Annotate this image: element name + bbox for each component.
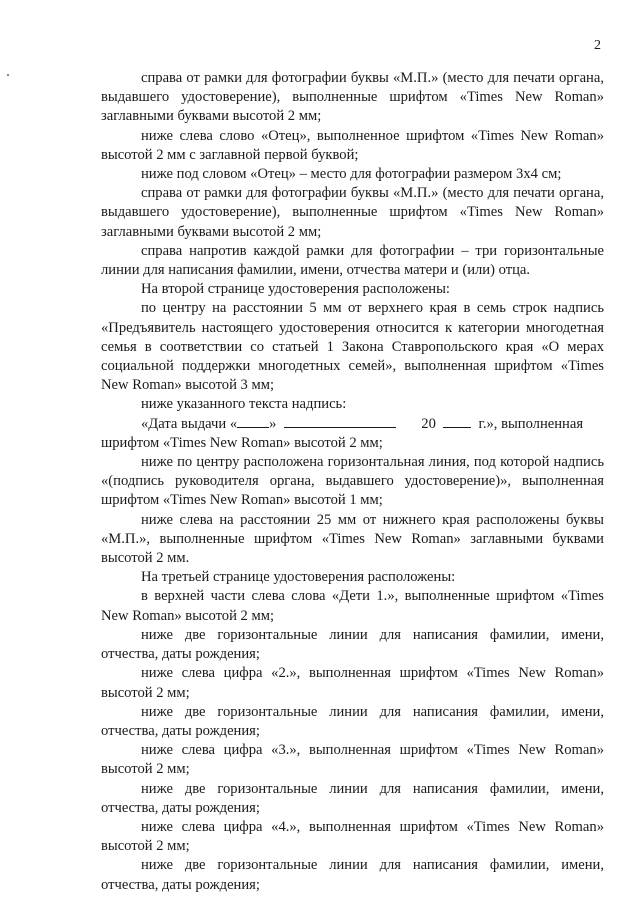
paragraph: ниже слева цифра «4.», выполненная шрифтом «Times New Roman» высотой 2 мм; (101, 818, 604, 855)
page-number: 2 (594, 38, 601, 53)
date-of-issue-line (101, 415, 604, 453)
paragraph: ниже слева слово «Отец», выполненное шрифтом «Times New Roman» высотой 2 мм с заглавной первой буквой; (101, 127, 604, 163)
section-heading-third-page: На третьей странице удостоверения расположены: (141, 569, 456, 586)
paragraph: ниже две горизонтальные линии для написания фамилии, имени, отчества, даты рождения; (101, 703, 604, 739)
paragraph: ниже слева цифра «3.», выполненная шрифтом «Times New Roman» высотой 2 мм; (101, 742, 604, 778)
scan-edge-mark (7, 74, 9, 76)
paragraph: ниже две горизонтальные линии для написания фамилии, имени, отчества, даты рождения; (101, 857, 604, 893)
paragraph: по центру на расстоянии 5 мм от верхнего края в семь строк надпись «Предъявитель настоящего удостоверения относится к категории многодетная семья в соответствии со статьей 1 Закона Ставропольского края «О мерах социальной поддержки многодетных семей», выполненная шрифтом «Times New Roman» высотой 3 мм; (101, 300, 604, 394)
paragraph: ниже две горизонтальные линии для написания фамилии, имени, отчества, даты рождения; (101, 780, 604, 816)
date-line-continuation: шрифтом «Times New Roman» высотой 2 мм; (101, 434, 383, 451)
date-tail-text: г.», выполненная (478, 415, 584, 432)
date-open-text: «Дата выдачи « (141, 415, 238, 432)
paragraph: ниже по центру расположена горизонтальная линия, под которой надпись «(подпись руководителя органа, выдавшего удостоверение)», выполненная шрифтом «Times New Roman» высотой 1 мм; (101, 454, 604, 509)
paragraph: справа от рамки для фотографии буквы «М.П.» (место для печати органа, выдавшего удостоверение), выполненные шрифтом «Times New Roman» заглавными буквами высотой 2 мм; (101, 185, 604, 240)
paragraph: справа напротив каждой рамки для фотографии – три горизонтальные линии для написания фамилии, имени, отчества матери и (или) отца. (101, 242, 604, 279)
paragraph: ниже две горизонтальные линии для написания фамилии, имени, отчества, даты рождения; (101, 626, 604, 663)
paragraph: ниже под словом «Отец» – место для фотографии размером 3х4 см; (141, 166, 562, 183)
paragraph: в верхней части слева слова «Дети 1.», выполненные шрифтом «Times New Roman» высотой 2 мм; (101, 588, 604, 624)
month-blank (284, 415, 396, 428)
date-close-quote: » (269, 415, 277, 432)
year-blank (443, 415, 471, 428)
section-heading-second-page: На второй странице удостоверения расположены: (141, 281, 450, 298)
document-body (101, 69, 604, 895)
paragraph: ниже указанного текста надпись: (141, 396, 347, 413)
day-blank (237, 415, 269, 428)
year-prefix: 20 (421, 415, 436, 432)
paragraph: справа от рамки для фотографии буквы «М.П.» (место для печати органа, выдавшего удостоверение), выполненные шрифтом «Times New Roman» заглавными буквами высотой 2 мм; (101, 70, 604, 125)
paragraph: ниже слева цифра «2.», выполненная шрифтом «Times New Roman» высотой 2 мм; (101, 665, 604, 701)
paragraph: ниже слева на расстоянии 25 мм от нижнего края расположены буквы «М.П.», выполненные шрифтом «Times New Roman» заглавными буквами высотой 2 мм. (101, 511, 604, 567)
